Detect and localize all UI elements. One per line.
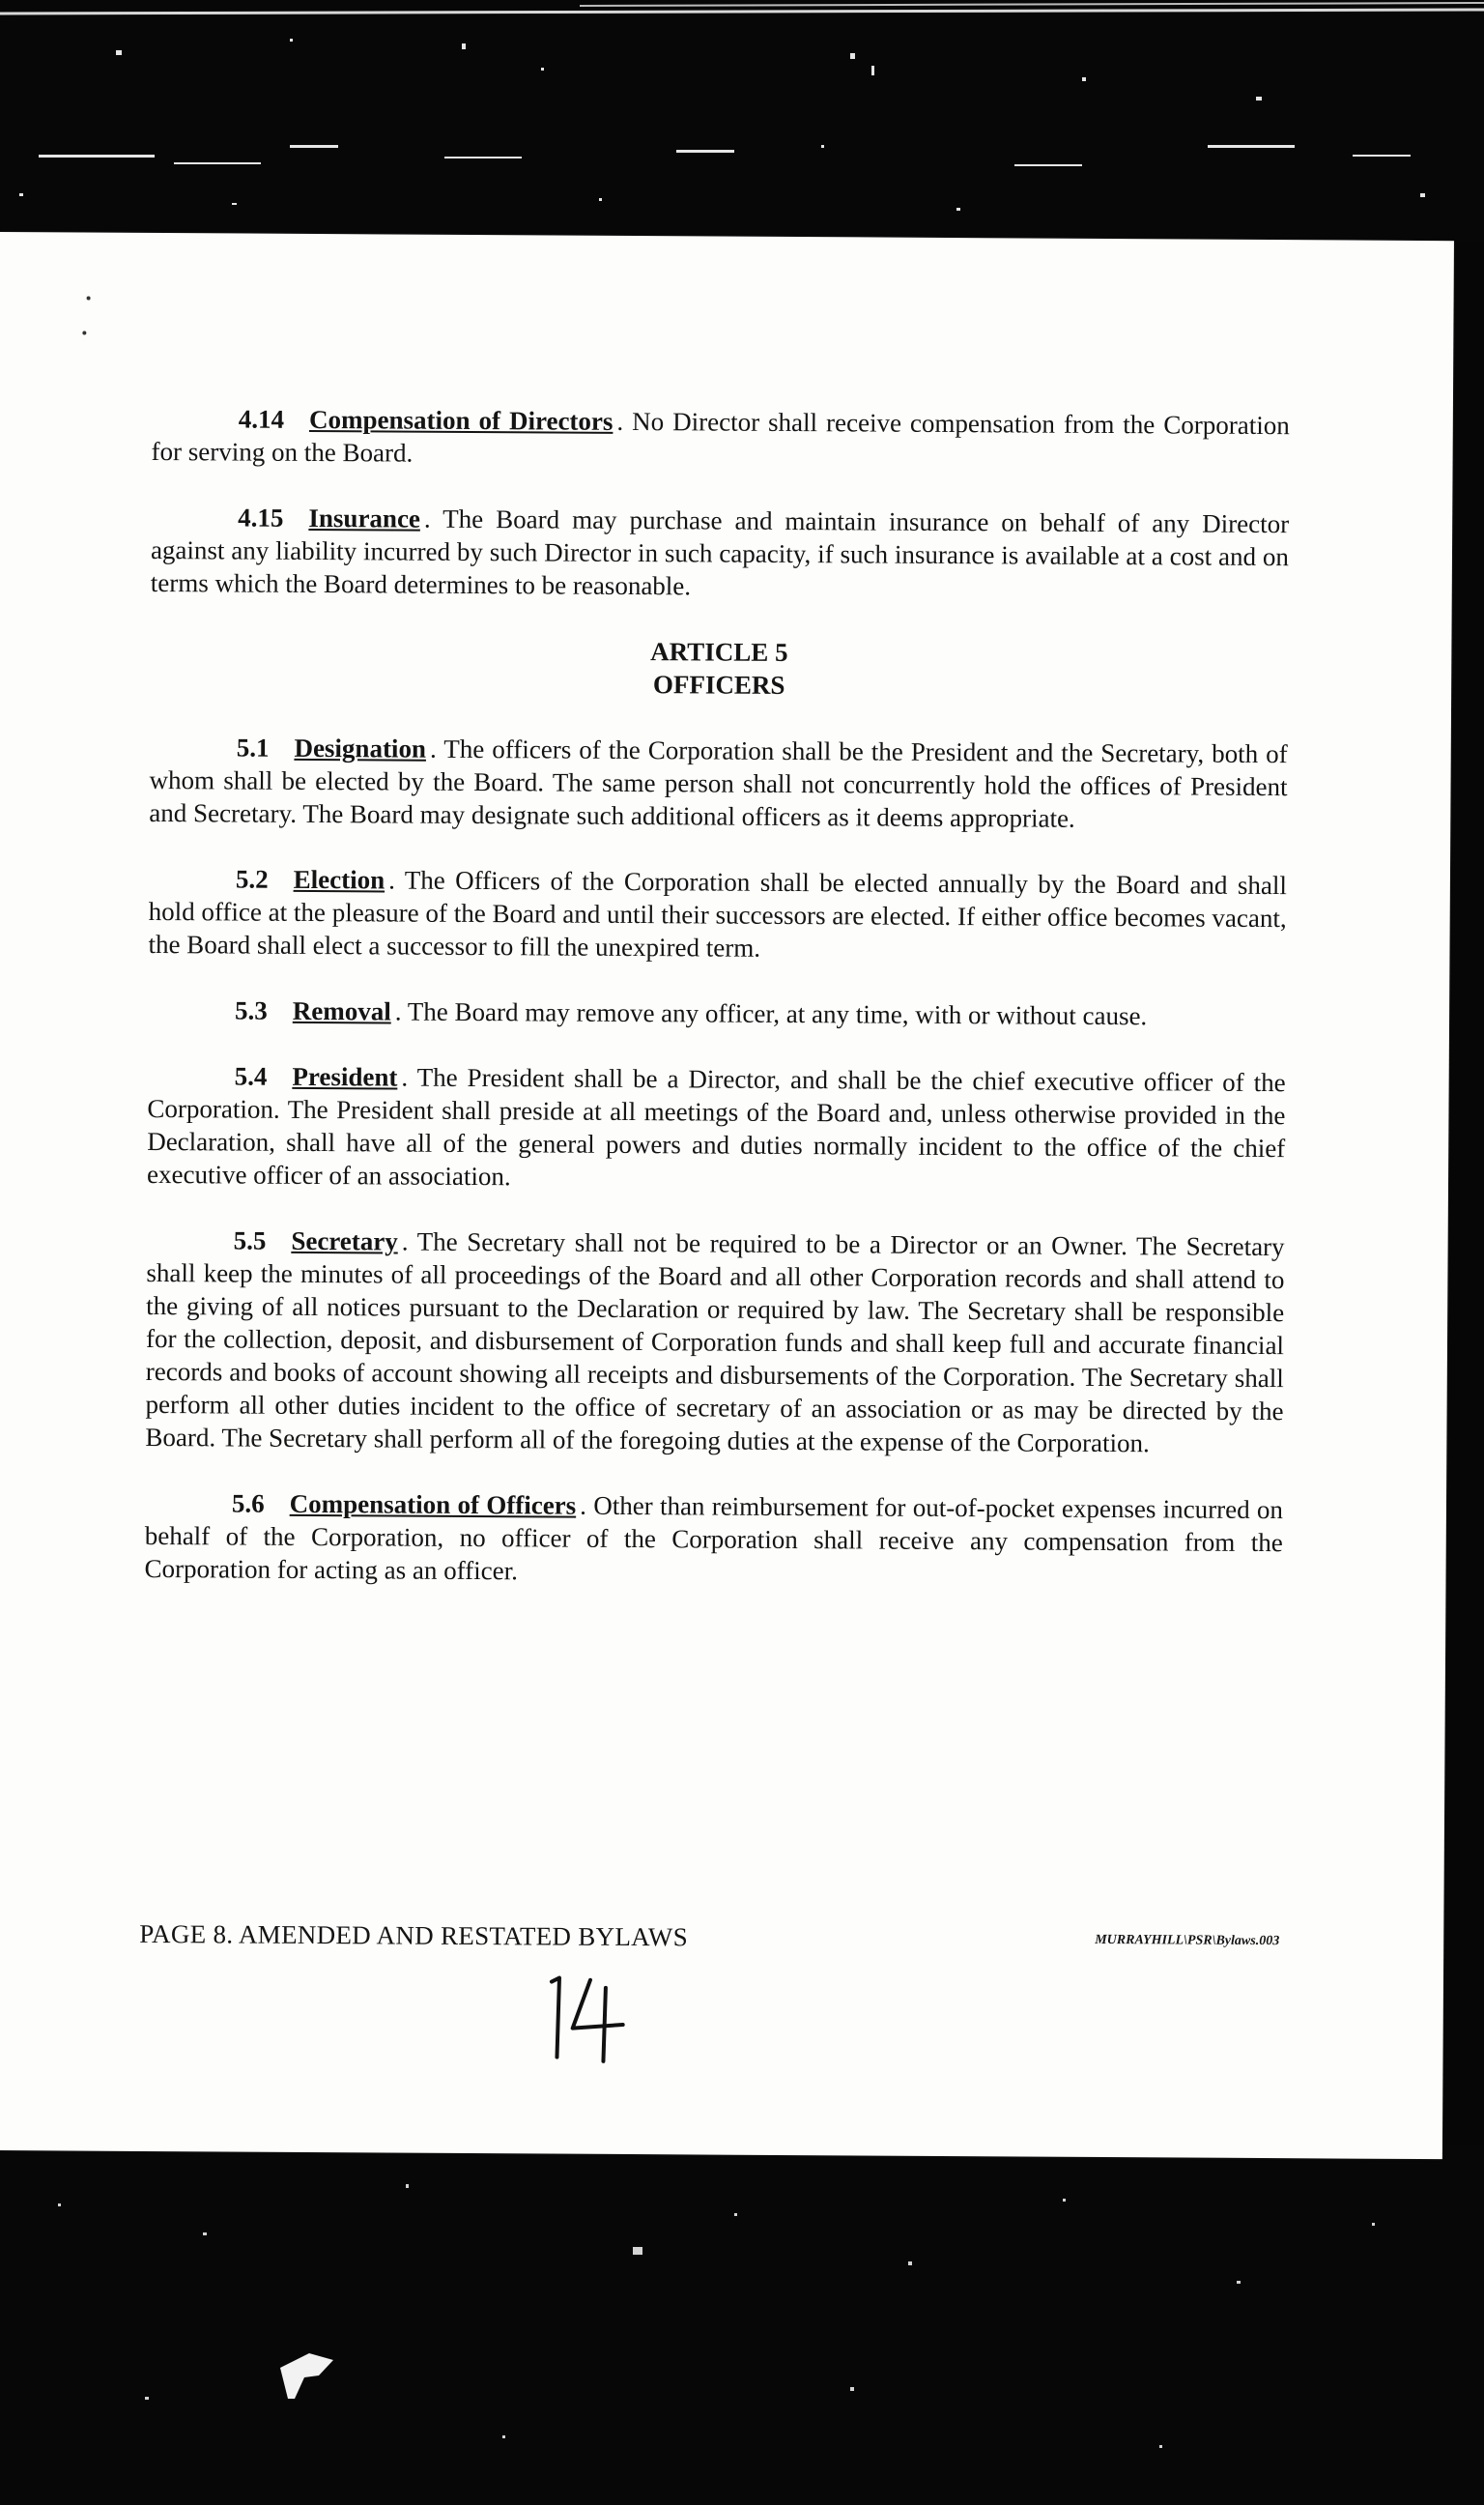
section-number: 4.15 bbox=[238, 503, 284, 533]
section-title: President bbox=[292, 1061, 398, 1092]
section-5-3 bbox=[148, 993, 1286, 1033]
section-body: . Other than reimbursement for out-of-pocket expenses incurred on behalf of the Corporation, no officer of the Corporation shall receive any compensation from the Corporation for acting as an officer. bbox=[144, 1490, 1284, 1586]
section-5-4 bbox=[147, 1059, 1286, 1197]
section-number: 5.2 bbox=[235, 864, 269, 894]
section-body: . No Director shall receive compensation from the Corporation for serving on the Board. bbox=[151, 406, 1290, 468]
article-heading bbox=[150, 632, 1288, 705]
section-body: . The officers of the Corporation shall be the President and the Secretary, both of whom shall be elected by the Board. The same person shall not concurrently hold the offices of President and Secretary. The Board may designate such additional officers as it deems appropriate. bbox=[149, 734, 1288, 833]
section-4-14 bbox=[152, 402, 1290, 475]
page-footer bbox=[139, 1919, 1279, 1965]
section-number: 5.3 bbox=[234, 995, 268, 1025]
scan-noise-bottom bbox=[0, 2145, 1484, 2505]
section-5-1 bbox=[149, 731, 1288, 836]
section-title: Removal bbox=[292, 995, 391, 1026]
section-4-15 bbox=[151, 501, 1290, 606]
section-body: . The Board may remove any officer, at any time, with or without cause. bbox=[394, 996, 1148, 1031]
section-title: Election bbox=[293, 864, 385, 895]
section-5-2 bbox=[148, 862, 1287, 967]
section-number: 5.1 bbox=[236, 733, 270, 763]
section-title: Compensation of Directors bbox=[308, 404, 614, 436]
section-5-5 bbox=[145, 1224, 1284, 1460]
article-title: OFFICERS bbox=[652, 670, 785, 700]
document-body bbox=[144, 402, 1290, 1625]
section-title: Compensation of Officers bbox=[289, 1488, 577, 1520]
footer-file-path: MURRAYHILL\PSR\Bylaws.003 bbox=[1095, 1932, 1280, 1949]
section-body: . The Officers of the Corporation shall be elected annually by the Board and shall hold office at the pleasure of the Board and until their successors are elected. If either office becomes vacant, the Board shall elect a successor to fill the unexpired term. bbox=[148, 865, 1287, 963]
margin-specks bbox=[76, 290, 115, 348]
section-number: 5.4 bbox=[234, 1061, 268, 1091]
section-title: Designation bbox=[294, 733, 427, 763]
section-title: Secretary bbox=[291, 1225, 398, 1256]
article-number: ARTICLE 5 bbox=[650, 637, 788, 667]
section-number: 5.5 bbox=[233, 1225, 267, 1255]
section-body: . The Secretary shall not be required to be a Director or an Owner. The Secretary shall keep the minutes of all proceedings of the Board and all other Corporation records and shall attend to the giving of all notices pursuant to the Declaration or required by law. The Secretary shall be responsible for the collection, deposit, and disbursement of Corporation funds and shall keep full and accurate financial records and books of account showing all receipts and disbursements of the Corporation. The Secretary shall perform all other duties incident to the office of secretary of an association or as may be directed by the Board. The Secretary shall perform all of the foregoing duties at the expense of the Corporation. bbox=[145, 1226, 1285, 1458]
section-body: . The Board may purchase and maintain insurance on behalf of any Director against any liability incurred by such Director in such capacity, if such insurance is available at a cost and on terms which the Board determines to be reasonable. bbox=[150, 504, 1290, 601]
handwritten-page-number bbox=[529, 1970, 646, 2067]
section-number: 4.14 bbox=[238, 404, 285, 434]
section-body: . The President shall be a Director, and shall be the chief executive officer of the Corporation. The President shall preside at all meetings of the Board and, unless otherwise provided in the Declaration, shall have all of the general powers and duties normally incident to the office of the chief executive officer of an association. bbox=[146, 1062, 1286, 1192]
section-5-6 bbox=[144, 1486, 1283, 1592]
footer-page-label: PAGE 8. AMENDED AND RESTATED BYLAWS bbox=[139, 1918, 689, 1952]
section-number: 5.6 bbox=[231, 1488, 265, 1518]
document-page bbox=[0, 232, 1454, 2159]
scan-noise-top bbox=[0, 0, 1484, 242]
section-title: Insurance bbox=[308, 503, 421, 533]
